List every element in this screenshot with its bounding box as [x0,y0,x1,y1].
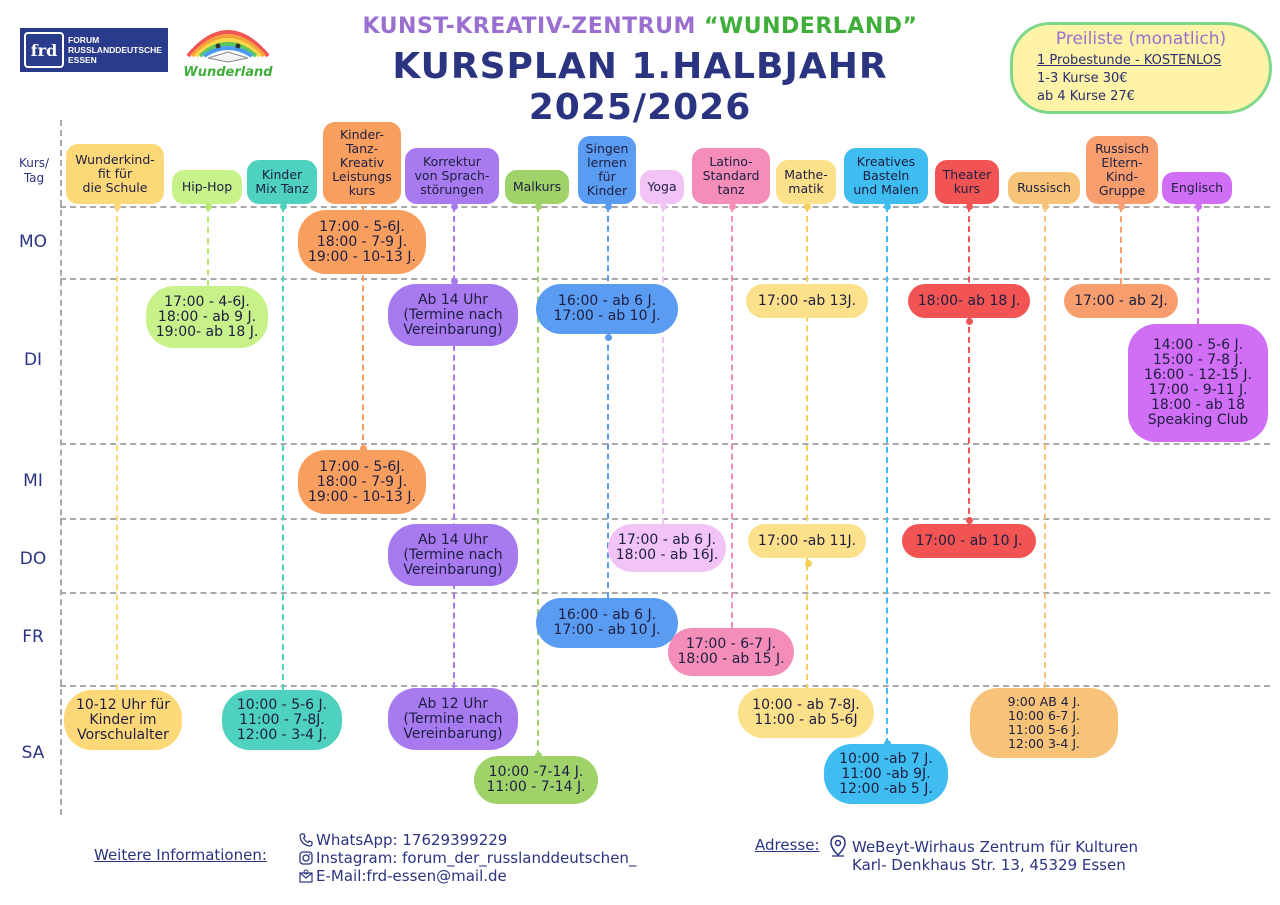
center-subtitle [330,14,950,39]
grid-line-mo [60,278,1270,280]
slot-russisch-sa: 9:00 AB 4 J. 10:00 6-7 J. 11:00 5-6 J. 12:00 3-4 J. [970,688,1118,758]
email-icon [298,868,314,884]
connector-dot [884,203,891,210]
wunderland-logo [180,16,276,80]
day-di: DI [23,350,43,370]
connector-dot [729,203,736,210]
day-mo: MO [18,232,48,252]
course-header-theater: Theater kurs [935,160,999,204]
slot-tanzkreativ-mo: 17:00 - 5-6J. 18:00 - 7-9 J. 19:00 - 10-13 J. [298,210,426,274]
course-header-malkurs: Malkurs [505,170,569,204]
course-header-basteln: Kreatives Basteln und Malen [844,148,928,204]
whatsapp-text: WhatsApp: 17629399229 [316,831,508,849]
day-mi: MI [23,471,43,491]
price-line-4plus: ab 4 Kurse 27€ [1037,89,1135,104]
connector-dot [280,203,287,210]
connector-dot [1195,203,1202,210]
course-header-elternkind: Russisch Eltern- Kind- Gruppe [1086,136,1158,204]
frd-logo-text: FORUM RUSSLANDDEUTSCHE ESSEN [68,35,162,65]
slot-theater-do: 17:00 - ab 10 J. [902,524,1036,558]
connector-dot [805,560,812,567]
connector-englisch [1197,206,1199,324]
price-line-1-3: 1-3 Kurse 30€ [1037,71,1128,86]
day-fr: FR [22,627,44,647]
slot-singen-di: 16:00 - ab 6 J. 17:00 - ab 10 J. [536,284,678,334]
subtitle-highlight: “WUNDERLAND” [704,14,918,39]
slot-mixtanz-sa: 10:00 - 5-6 J. 11:00 - 7-8J. 12:00 - 3-4 J. [222,690,342,750]
slot-korrektur-di: Ab 14 Uhr (Termine nach Vereinbarung) [388,284,518,346]
course-header-hiphop: Hip-Hop [172,170,242,204]
connector-malkurs [537,206,539,756]
slot-korrektur-sa: Ab 12 Uhr (Termine nach Vereinbarung) [388,688,518,750]
address-line-2: Karl- Denkhaus Str. 13, 45329 Essen [852,856,1126,874]
whatsapp-contact[interactable] [298,831,507,849]
subtitle-prefix: KUNST-KREATIV-ZENTRUM [362,14,705,39]
connector-dot [966,517,973,524]
connector-dot [205,203,212,210]
connector-basteln [886,206,888,744]
connector-dot [535,203,542,210]
page-title: KURSPLAN 1.HALBJAHR 2025/2026 [392,46,888,128]
course-header-mathe: Mathe- matik [776,160,836,204]
slot-mathe-do: 17:00 -ab 11J. [748,524,866,558]
slot-malkurs-sa: 10:00 -7-14 J. 11:00 - 7-14 J. [474,756,598,804]
connector-dot [1042,203,1049,210]
corner-label: Kurs/ Tag [18,156,50,185]
connector-dot [451,203,458,210]
connector-elternkind [1120,206,1122,284]
instagram-text: Instagram: forum_der_russlanddeutschen_ [316,849,637,867]
grid-line-fr [60,685,1270,687]
instagram-icon [298,850,314,866]
course-header-wunderkind: Wunderkind- fit für die Schule [66,144,164,204]
course-header-englisch: Englisch [1162,172,1232,204]
wunderland-logo-text: Wunderland [183,65,273,80]
slot-latino-fr: 17:00 - 6-7 J. 18:00 - ab 15 J. [668,628,794,676]
grid-line-di [60,443,1270,445]
frd-logo [20,28,168,72]
connector-hiphop [207,206,209,286]
slot-wunderkind-sa: 10-12 Uhr für Kinder im Vorschulalter [64,690,182,750]
connector-mixtanz [282,206,284,690]
slot-englisch-di: 14:00 - 5-6 J. 15:00 - 7-8 J. 16:00 - 12-15 J. 17:00 - 9-11 J. 18:00 - ab 18 Speaking Club [1128,324,1268,442]
location-pin-icon [828,834,848,858]
instagram-contact[interactable] [298,849,636,867]
slot-theater-di: 18:00- ab 18 J. [908,284,1030,318]
slot-mathe-di: 17:00 -ab 13J. [746,284,868,318]
email-contact[interactable] [298,867,507,885]
price-trial-line: 1 Probestunde - KOSTENLOS [1037,53,1222,68]
more-info-label: Weitere Informationen: [94,846,267,864]
slot-korrektur-do: Ab 14 Uhr (Termine nach Vereinbarung) [388,524,518,586]
course-header-latino: Latino- Standard tanz [692,148,770,204]
course-header-tanzkreativ: Kinder- Tanz- Kreativ Leistungs kurs [323,122,401,204]
slot-basteln-sa: 10:00 -ab 7 J. 11:00 -ab 9J. 12:00 -ab 5 J. [824,744,948,804]
slot-singen-fr: 16:00 - ab 6 J. 17:00 - ab 10 J. [536,598,678,648]
course-header-korrektur: Korrektur von Sprach- störungen [405,148,499,204]
connector-dot [1118,203,1125,210]
frd-logo-mark: frd [24,32,64,68]
connector-dot [605,203,612,210]
connector-latino [731,206,733,628]
course-header-singen: Singen lernen für Kinder [578,136,636,204]
connector-russisch [1044,206,1046,688]
price-list-box [1010,22,1272,114]
price-list-title: Preiliste (monatlich) [1055,29,1227,49]
day-sa: SA [21,743,45,763]
connector-wunderkind [116,206,118,690]
slot-tanzkreativ-mi: 17:00 - 5-6J. 18:00 - 7-9 J. 19:00 - 10-13 J. [298,450,426,514]
phone-icon [298,832,314,848]
course-header-russisch: Russisch [1008,172,1080,204]
slot-mathe-sa: 10:00 - ab 7-8J. 11:00 - ab 5-6J [738,688,874,738]
slot-elternkind-di: 17:00 - ab 2J. [1064,284,1178,318]
connector-dot [660,203,667,210]
connector-dot [966,318,973,325]
connector-dot [605,334,612,341]
email-text: E-Mail:frd-essen@mail.de [316,867,507,885]
connector-dot [114,203,121,210]
address-label: Adresse: [755,836,820,854]
connector-dot [966,203,973,210]
grid-line-mi [60,518,1270,520]
slot-yoga-do: 17:00 - ab 6 J. 18:00 - ab 16J. [608,524,726,572]
connector-dot [804,203,811,210]
grid-line-do [60,592,1270,594]
course-header-mixtanz: Kinder Mix Tanz [247,160,317,204]
address-line-1: WeBeyt-Wirhaus Zentrum für Kulturen [852,838,1139,856]
grid-vertical-line [60,120,62,815]
day-do: DO [19,549,47,569]
slot-hiphop-di: 17:00 - 4-6J. 18:00 - ab 9 J. 19:00- ab 18 J. [146,286,268,348]
course-header-yoga: Yoga [640,170,684,204]
connector-theater [968,206,970,524]
connector-mathe [806,206,808,690]
connector-yoga [662,206,664,524]
